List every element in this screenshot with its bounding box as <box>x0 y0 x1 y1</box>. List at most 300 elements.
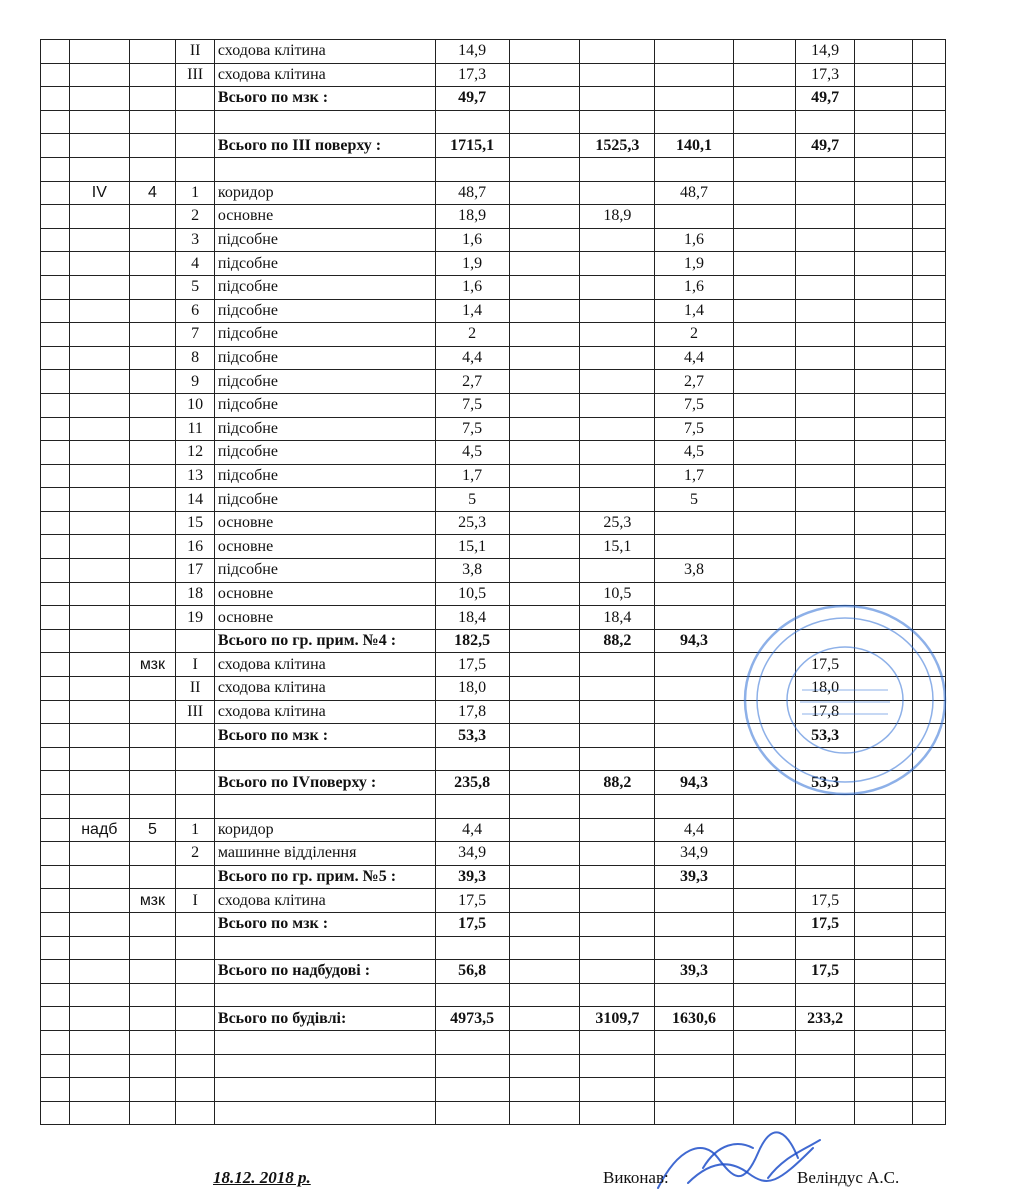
table-cell <box>509 1007 580 1031</box>
table-cell <box>509 441 580 465</box>
table-cell: 235,8 <box>435 771 509 795</box>
table-cell: 94,3 <box>655 771 733 795</box>
table-cell: 17,8 <box>435 700 509 724</box>
table-cell <box>509 134 580 158</box>
table-cell-margin <box>41 511 70 535</box>
table-cell-margin <box>41 393 70 417</box>
table-cell <box>855 1007 912 1031</box>
table-cell <box>70 1078 129 1102</box>
table-cell <box>129 323 176 347</box>
table-cell: 7,5 <box>435 393 509 417</box>
table-cell <box>912 299 945 323</box>
table-cell <box>733 299 795 323</box>
table-cell: 2,7 <box>655 370 733 394</box>
table-cell <box>733 87 795 111</box>
table-cell <box>795 747 854 771</box>
table-cell-margin <box>41 464 70 488</box>
table-cell <box>580 889 655 913</box>
table-cell <box>912 464 945 488</box>
table-cell <box>129 205 176 229</box>
table-cell <box>580 323 655 347</box>
table-cell <box>509 157 580 181</box>
table-cell <box>795 582 854 606</box>
table-cell <box>70 842 129 866</box>
table-cell <box>655 205 733 229</box>
table-cell-margin <box>41 441 70 465</box>
table-cell <box>70 228 129 252</box>
table-cell: 1525,3 <box>580 134 655 158</box>
table-cell <box>912 535 945 559</box>
table-cell <box>176 865 215 889</box>
table-row <box>41 228 946 252</box>
table-row <box>41 134 946 158</box>
table-cell: III <box>176 63 215 87</box>
table-cell: підсобне <box>214 370 435 394</box>
table-cell <box>214 1054 435 1078</box>
table-cell: 53,3 <box>795 771 854 795</box>
table-cell-margin <box>41 842 70 866</box>
table-cell <box>129 983 176 1007</box>
table-row <box>41 724 946 748</box>
table-cell <box>70 488 129 512</box>
table-cell <box>129 488 176 512</box>
table-cell: сходова клітина <box>214 63 435 87</box>
table-cell <box>70 441 129 465</box>
table-cell: 1,9 <box>655 252 733 276</box>
table-cell: основне <box>214 582 435 606</box>
area-table <box>40 39 946 1125</box>
table-row <box>41 582 946 606</box>
table-cell <box>912 559 945 583</box>
table-cell: 13 <box>176 464 215 488</box>
table-cell <box>129 110 176 134</box>
table-cell-margin <box>41 700 70 724</box>
table-cell: 18,0 <box>435 677 509 701</box>
table-row <box>41 346 946 370</box>
table-cell <box>176 912 215 936</box>
table-cell: 15,1 <box>435 535 509 559</box>
table-cell <box>912 677 945 701</box>
table-cell <box>655 889 733 913</box>
table-row <box>41 275 946 299</box>
table-cell: 88,2 <box>580 771 655 795</box>
table-cell <box>733 912 795 936</box>
table-cell <box>509 370 580 394</box>
table-cell <box>580 441 655 465</box>
table-cell <box>129 40 176 64</box>
table-cell <box>176 1030 215 1054</box>
table-cell <box>509 228 580 252</box>
table-cell <box>580 40 655 64</box>
table-cell <box>129 865 176 889</box>
table-cell: 1,6 <box>435 228 509 252</box>
table-cell: машинне відділення <box>214 842 435 866</box>
table-cell <box>580 842 655 866</box>
table-cell <box>70 417 129 441</box>
table-cell <box>129 370 176 394</box>
table-row <box>41 323 946 347</box>
table-cell-margin <box>41 40 70 64</box>
table-cell <box>855 912 912 936</box>
table-cell <box>855 795 912 819</box>
table-cell <box>855 1101 912 1125</box>
table-cell <box>70 606 129 630</box>
table-cell <box>655 724 733 748</box>
table-cell <box>580 299 655 323</box>
table-cell-margin <box>41 889 70 913</box>
table-cell: сходова клітина <box>214 700 435 724</box>
table-cell <box>70 747 129 771</box>
table-cell: 4,4 <box>655 818 733 842</box>
table-cell <box>176 87 215 111</box>
table-cell <box>855 393 912 417</box>
table-cell <box>655 747 733 771</box>
table-cell: 10,5 <box>435 582 509 606</box>
table-cell <box>733 441 795 465</box>
table-cell: 15 <box>176 511 215 535</box>
table-cell: підсобне <box>214 393 435 417</box>
table-cell <box>733 1054 795 1078</box>
table-cell <box>580 559 655 583</box>
table-cell <box>509 818 580 842</box>
table-cell <box>70 1101 129 1125</box>
table-cell <box>912 700 945 724</box>
table-row <box>41 889 946 913</box>
table-cell <box>580 63 655 87</box>
table-cell <box>655 795 733 819</box>
table-cell <box>129 724 176 748</box>
executor-name: Веліндус А.С. <box>797 1168 900 1187</box>
table-cell <box>855 535 912 559</box>
table-row <box>41 818 946 842</box>
table-cell <box>855 110 912 134</box>
table-cell <box>655 653 733 677</box>
table-cell-margin <box>41 582 70 606</box>
table-cell: підсобне <box>214 275 435 299</box>
table-cell <box>733 606 795 630</box>
table-cell <box>733 582 795 606</box>
table-cell <box>129 912 176 936</box>
table-cell: коридор <box>214 181 435 205</box>
table-row <box>41 865 946 889</box>
table-cell <box>795 205 854 229</box>
table-cell: 140,1 <box>655 134 733 158</box>
table-cell <box>176 795 215 819</box>
table-cell <box>580 1101 655 1125</box>
table-cell <box>733 110 795 134</box>
table-cell <box>70 87 129 111</box>
table-cell <box>214 936 435 960</box>
table-cell: 94,3 <box>655 629 733 653</box>
table-cell <box>509 559 580 583</box>
table-cell <box>509 275 580 299</box>
table-cell <box>655 110 733 134</box>
table-cell <box>733 205 795 229</box>
table-cell: 3109,7 <box>580 1007 655 1031</box>
table-cell: III <box>176 700 215 724</box>
table-cell <box>795 606 854 630</box>
table-cell <box>580 936 655 960</box>
table-cell <box>855 629 912 653</box>
table-cell: 4 <box>129 181 176 205</box>
table-cell <box>855 181 912 205</box>
table-cell <box>733 323 795 347</box>
table-cell: Всього по гр. прим. №5 : <box>214 865 435 889</box>
table-cell <box>70 323 129 347</box>
table-cell: 15,1 <box>580 535 655 559</box>
table-row <box>41 511 946 535</box>
table-cell <box>655 157 733 181</box>
executor-label: Виконав: <box>603 1168 669 1187</box>
document-date: 18.12. 2018 р. <box>213 1168 311 1187</box>
table-cell <box>580 724 655 748</box>
table-cell-margin <box>41 629 70 653</box>
table-cell: Всього по IVповерху : <box>214 771 435 795</box>
table-cell <box>70 559 129 583</box>
table-cell <box>214 110 435 134</box>
table-row <box>41 205 946 229</box>
table-cell-margin <box>41 771 70 795</box>
table-cell-margin <box>41 818 70 842</box>
table-cell: 1,7 <box>655 464 733 488</box>
table-cell <box>509 842 580 866</box>
table-cell <box>509 488 580 512</box>
table-cell: 4,5 <box>435 441 509 465</box>
table-cell <box>733 842 795 866</box>
table-cell <box>855 299 912 323</box>
table-cell <box>855 653 912 677</box>
table-cell <box>655 40 733 64</box>
table-cell: 5 <box>655 488 733 512</box>
table-cell <box>70 275 129 299</box>
table-cell <box>509 205 580 229</box>
table-cell: 6 <box>176 299 215 323</box>
table-cell: 18,0 <box>795 677 854 701</box>
table-cell: 39,3 <box>655 960 733 984</box>
table-cell <box>176 134 215 158</box>
table-cell: 10 <box>176 393 215 417</box>
table-cell-margin <box>41 1030 70 1054</box>
table-cell <box>509 771 580 795</box>
table-cell <box>509 983 580 1007</box>
table-cell <box>176 1101 215 1125</box>
table-cell <box>733 747 795 771</box>
table-cell <box>129 228 176 252</box>
table-cell <box>70 983 129 1007</box>
table-cell <box>855 1078 912 1102</box>
table-cell <box>733 157 795 181</box>
table-cell <box>795 441 854 465</box>
table-cell <box>855 464 912 488</box>
table-cell: надб <box>70 818 129 842</box>
table-cell <box>655 87 733 111</box>
table-cell: 1,4 <box>655 299 733 323</box>
table-cell <box>129 700 176 724</box>
table-cell <box>70 700 129 724</box>
table-cell <box>855 842 912 866</box>
table-cell <box>855 157 912 181</box>
table-cell <box>795 936 854 960</box>
table-cell <box>509 393 580 417</box>
table-cell <box>129 677 176 701</box>
table-cell <box>129 771 176 795</box>
table-cell: 25,3 <box>580 511 655 535</box>
table-cell <box>70 205 129 229</box>
table-cell <box>509 417 580 441</box>
table-row <box>41 1101 946 1125</box>
table-cell <box>129 252 176 276</box>
table-cell: 2 <box>176 205 215 229</box>
table-cell <box>580 1054 655 1078</box>
table-row <box>41 87 946 111</box>
table-cell <box>733 393 795 417</box>
table-cell <box>733 535 795 559</box>
table-cell <box>580 370 655 394</box>
table-row <box>41 40 946 64</box>
table-cell <box>509 181 580 205</box>
table-cell: 34,9 <box>435 842 509 866</box>
table-cell <box>795 323 854 347</box>
table-cell: 4 <box>176 252 215 276</box>
table-cell <box>855 40 912 64</box>
table-row <box>41 960 946 984</box>
table-cell <box>580 252 655 276</box>
table-cell <box>70 535 129 559</box>
table-cell <box>214 1078 435 1102</box>
table-cell <box>655 1054 733 1078</box>
table-cell <box>855 936 912 960</box>
table-cell <box>733 818 795 842</box>
table-cell <box>912 1101 945 1125</box>
table-cell <box>509 912 580 936</box>
table-cell <box>509 936 580 960</box>
table-cell-margin <box>41 724 70 748</box>
table-cell-margin <box>41 157 70 181</box>
table-cell <box>855 960 912 984</box>
table-row <box>41 110 946 134</box>
table-cell <box>912 1078 945 1102</box>
table-cell: 1,6 <box>435 275 509 299</box>
table-cell <box>129 535 176 559</box>
table-cell <box>509 1078 580 1102</box>
table-cell <box>795 181 854 205</box>
table-cell <box>733 275 795 299</box>
table-cell <box>655 606 733 630</box>
table-cell <box>214 747 435 771</box>
table-cell <box>580 275 655 299</box>
table-cell: сходова клітина <box>214 40 435 64</box>
table-cell <box>655 677 733 701</box>
table-cell <box>176 157 215 181</box>
table-cell <box>176 960 215 984</box>
table-row <box>41 464 946 488</box>
table-cell <box>855 134 912 158</box>
table-cell: I <box>176 889 215 913</box>
table-cell <box>912 1007 945 1031</box>
table-cell <box>855 370 912 394</box>
table-row <box>41 299 946 323</box>
table-cell: основне <box>214 535 435 559</box>
table-cell: 2 <box>176 842 215 866</box>
table-cell <box>912 346 945 370</box>
table-cell <box>580 818 655 842</box>
table-cell <box>70 252 129 276</box>
table-cell <box>214 983 435 1007</box>
table-row <box>41 1054 946 1078</box>
table-cell: 49,7 <box>795 134 854 158</box>
table-row <box>41 1078 946 1102</box>
table-row <box>41 181 946 205</box>
table-cell-margin <box>41 110 70 134</box>
table-cell <box>655 1101 733 1125</box>
table-cell <box>912 134 945 158</box>
table-cell: 2 <box>435 323 509 347</box>
table-cell-margin <box>41 1101 70 1125</box>
table-cell <box>509 252 580 276</box>
table-cell: 53,3 <box>435 724 509 748</box>
table-cell: 1 <box>176 181 215 205</box>
table-cell <box>795 535 854 559</box>
table-cell-margin <box>41 535 70 559</box>
table-cell <box>912 960 945 984</box>
table-cell <box>129 606 176 630</box>
table-cell <box>795 795 854 819</box>
table-cell <box>912 606 945 630</box>
table-cell: 4,4 <box>435 818 509 842</box>
table-cell <box>795 511 854 535</box>
table-cell: коридор <box>214 818 435 842</box>
table-cell <box>70 936 129 960</box>
table-cell <box>509 582 580 606</box>
table-cell: 4,4 <box>655 346 733 370</box>
table-cell <box>855 724 912 748</box>
table-cell <box>214 1030 435 1054</box>
table-cell <box>855 417 912 441</box>
table-cell <box>912 936 945 960</box>
table-cell <box>655 535 733 559</box>
table-cell <box>70 795 129 819</box>
table-cell: II <box>176 677 215 701</box>
table-row <box>41 252 946 276</box>
table-cell: 3 <box>176 228 215 252</box>
table-cell <box>509 865 580 889</box>
table-cell <box>733 134 795 158</box>
table-cell: підсобне <box>214 228 435 252</box>
table-cell: 14,9 <box>435 40 509 64</box>
table-cell <box>912 653 945 677</box>
table-cell: сходова клітина <box>214 653 435 677</box>
table-cell: 2,7 <box>435 370 509 394</box>
table-cell <box>733 865 795 889</box>
table-cell <box>733 1007 795 1031</box>
table-cell <box>795 370 854 394</box>
handwritten-signature <box>648 1128 828 1200</box>
table-cell <box>655 63 733 87</box>
table-cell <box>655 511 733 535</box>
table-cell <box>509 535 580 559</box>
table-cell <box>795 488 854 512</box>
table-cell: 8 <box>176 346 215 370</box>
table-cell: підсобне <box>214 559 435 583</box>
table-cell <box>435 1101 509 1125</box>
table-cell: 17,5 <box>795 653 854 677</box>
table-cell: Всього по мзк : <box>214 724 435 748</box>
table-cell <box>129 464 176 488</box>
table-cell <box>733 771 795 795</box>
table-cell <box>855 771 912 795</box>
table-cell <box>509 1054 580 1078</box>
table-cell <box>912 393 945 417</box>
